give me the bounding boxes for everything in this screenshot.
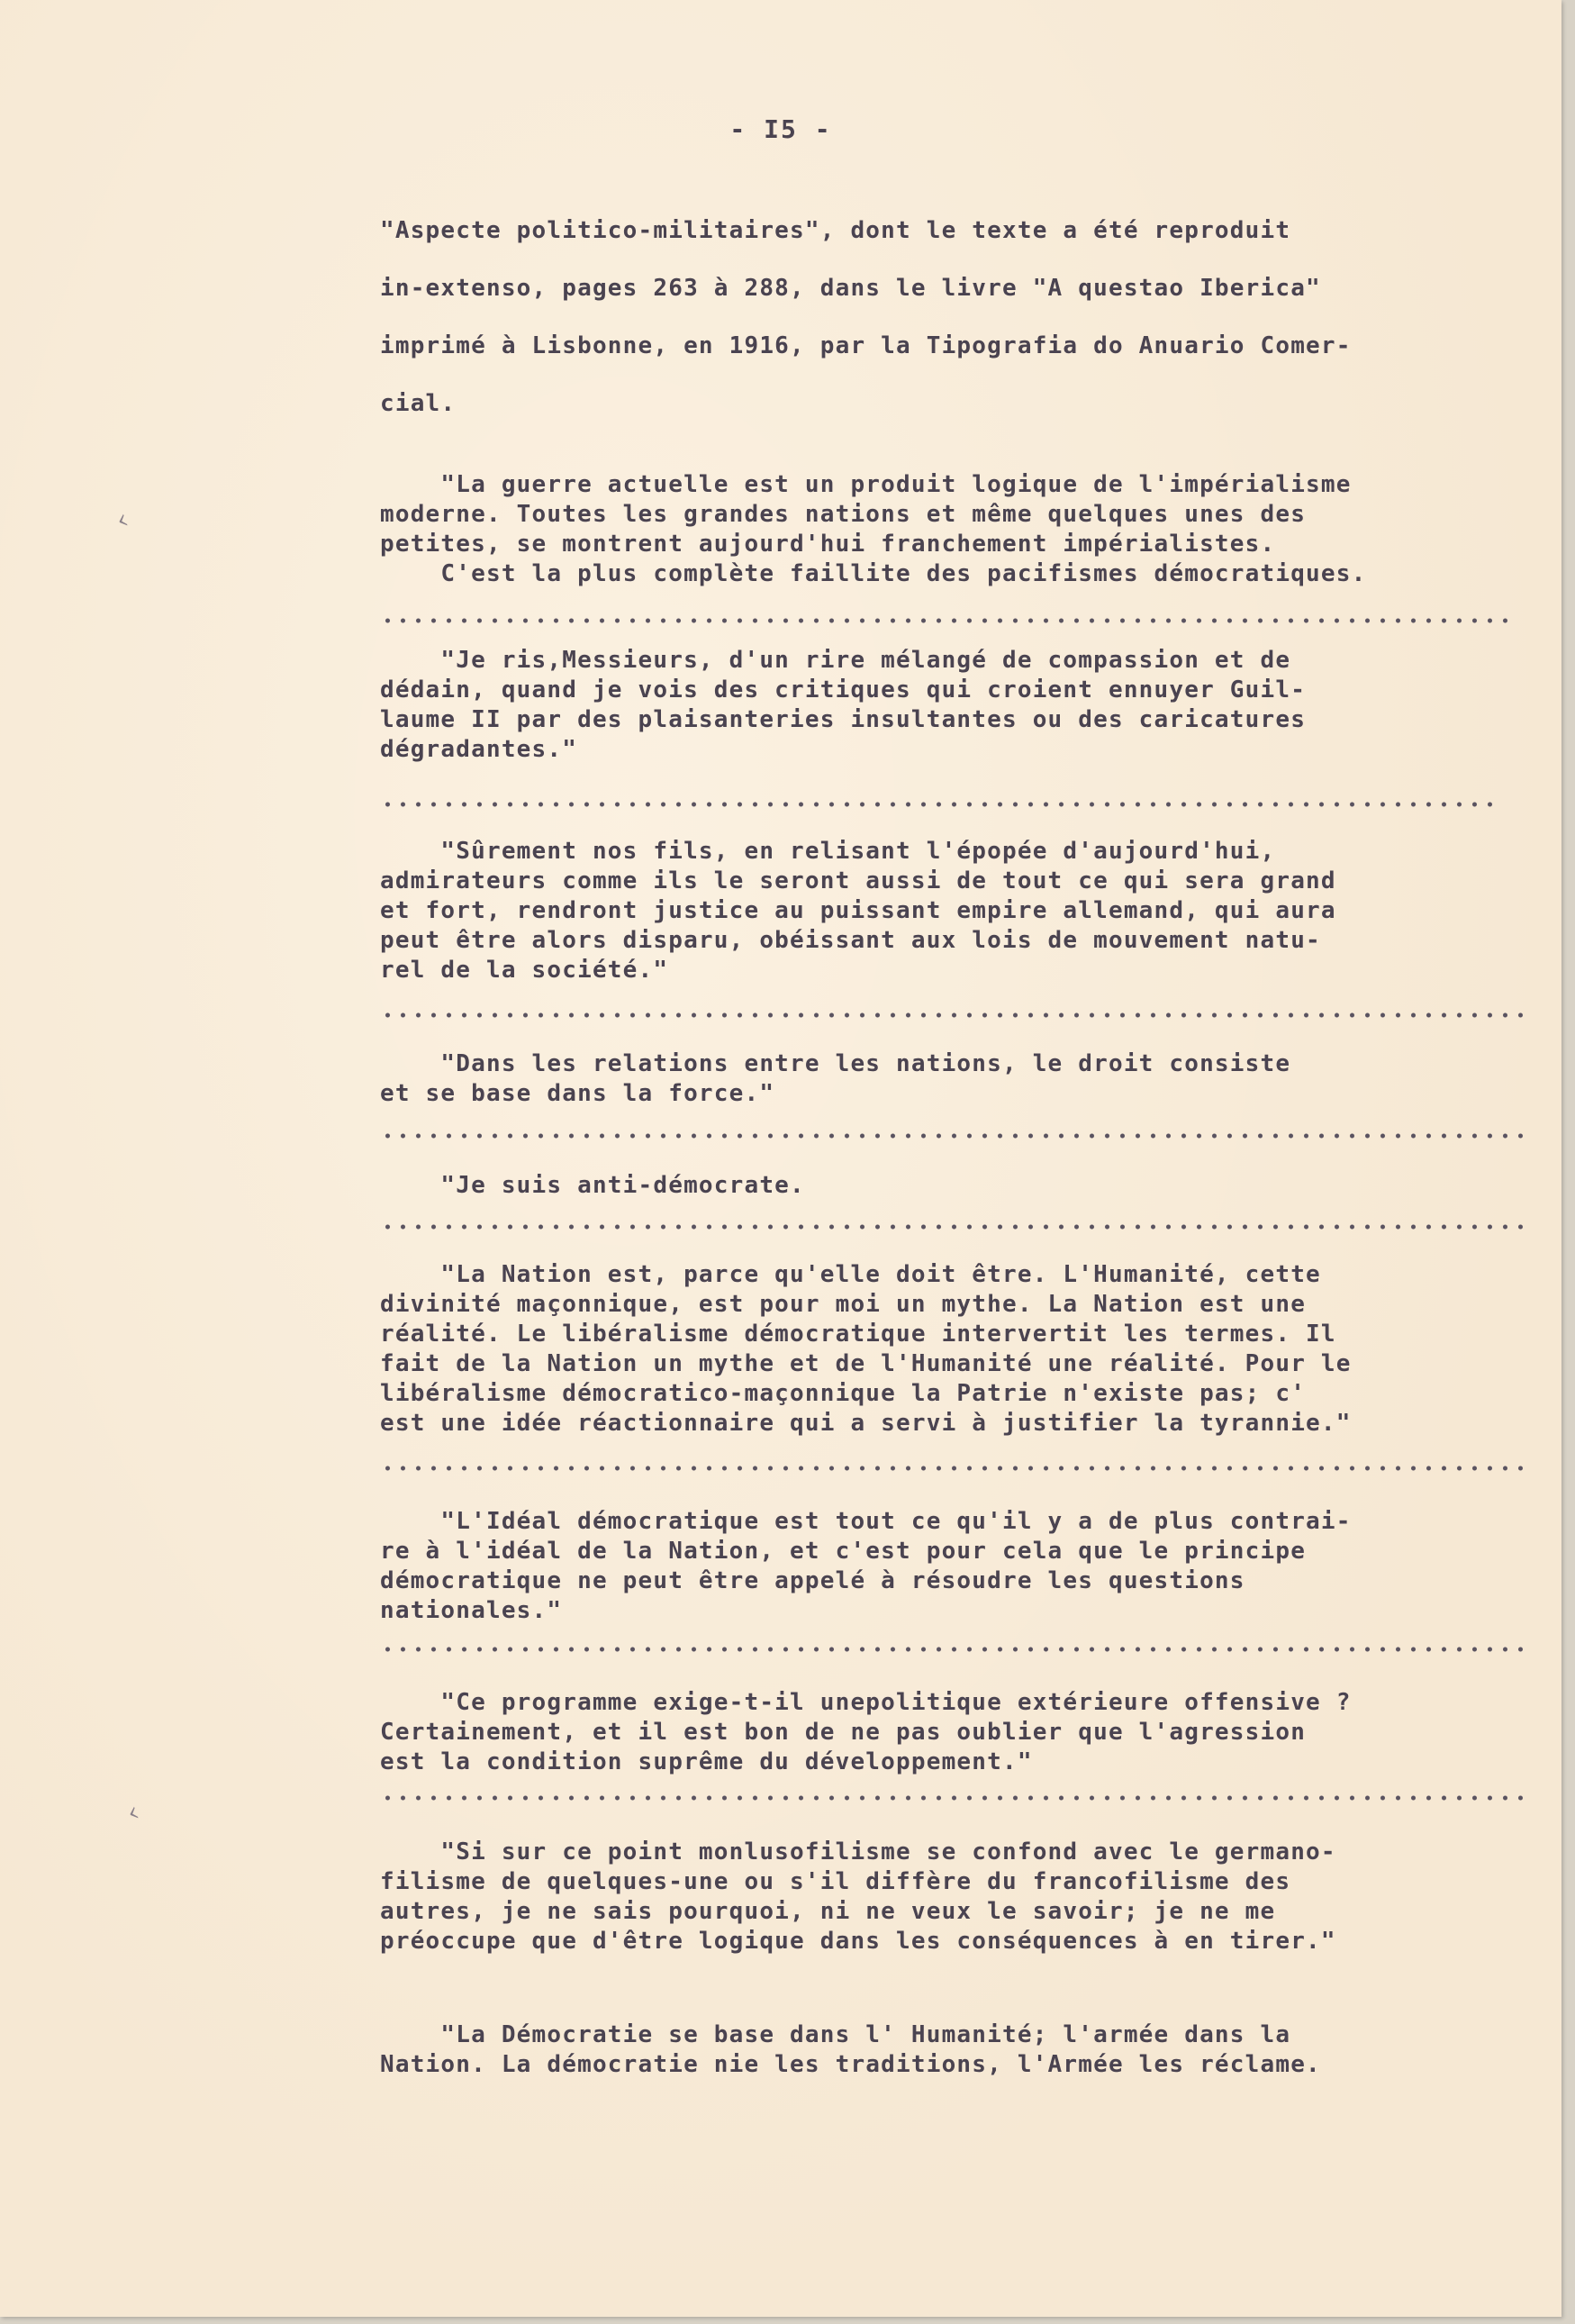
- quote-line: C'est la plus complète faillite des pacifismes démocratiques.: [380, 560, 1367, 587]
- quote-line: rel de la société.": [380, 957, 669, 984]
- quote-line: "La Nation est, parce qu'elle doit être. L'Humanité, cette: [380, 1261, 1321, 1288]
- quote-line: nationales.": [380, 1597, 563, 1624]
- quote-line: dégradantes.": [380, 736, 578, 763]
- quote-line: Nation. La démocratie nie les traditions, l'Armée les réclame.: [380, 2051, 1321, 2078]
- dotted-separator: [380, 1221, 1524, 1232]
- intro-line: "Aspecte politico-militaires", dont le texte a été reproduit: [380, 217, 1291, 244]
- page-number: - I5 -: [729, 114, 832, 144]
- quote-line: et se base dans la force.": [380, 1080, 775, 1107]
- quote-line: "La Démocratie se base dans l' Humanité; l'armée dans la: [380, 2021, 1291, 2048]
- quote-line: "Ce programme exige-t-il unepolitique extérieure offensive ?: [380, 1689, 1352, 1716]
- dotted-separator: [380, 1793, 1524, 1803]
- quote-line: autres, je ne sais pourquoi, ni ne veux le savoir; je ne me: [380, 1898, 1276, 1925]
- intro-line: in-extenso, pages 263 à 288, dans le livre "A questao Iberica": [380, 275, 1321, 302]
- dotted-separator: [380, 1010, 1524, 1021]
- quote-line: divinité maçonnique, est pour moi un mythe. La Nation est une: [380, 1291, 1307, 1318]
- margin-pencil-mark: ‹: [112, 504, 133, 537]
- dotted-separator: [380, 615, 1510, 626]
- quote-line: filisme de quelques-une ou s'il diffère du francofilisme des: [380, 1868, 1291, 1895]
- quote-line: "Je ris,Messieurs, d'un rire mélangé de compassion et de: [380, 647, 1291, 674]
- quote-line: démocratique ne peut être appelé à résoudre les questions: [380, 1567, 1245, 1594]
- quote-line: "Dans les relations entre les nations, le droit consiste: [380, 1050, 1291, 1077]
- quote-line: "Sûrement nos fils, en relisant l'épopée d'aujourd'hui,: [380, 838, 1276, 865]
- quote-line: réalité. Le libéralisme démocratique intervertit les termes. Il: [380, 1321, 1336, 1348]
- dotted-separator: [380, 1463, 1524, 1474]
- dotted-separator: [380, 799, 1497, 810]
- quote-line: peut être alors disparu, obéissant aux lois de mouvement natu-: [380, 927, 1321, 954]
- quote-line: et fort, rendront justice au puissant empire allemand, qui aura: [380, 897, 1336, 924]
- quote-line: est une idée réactionnaire qui a servi à justifier la tyrannie.": [380, 1410, 1352, 1437]
- quote-line: laume II par des plaisanteries insultantes ou des caricatures: [380, 706, 1307, 733]
- margin-pencil-mark: ‹: [122, 1796, 144, 1829]
- intro-line: imprimé à Lisbonne, en 1916, par la Tipografia do Anuario Comer-: [380, 332, 1352, 359]
- quote-line: Certainement, et il est bon de ne pas oublier que l'agression: [380, 1719, 1307, 1746]
- dotted-separator: [380, 1644, 1524, 1655]
- quote-line: "La guerre actuelle est un produit logique de l'impérialisme: [380, 471, 1352, 498]
- quote-line: fait de la Nation un mythe et de l'Humanité une réalité. Pour le: [380, 1350, 1352, 1377]
- quote-line: "L'Idéal démocratique est tout ce qu'il y a de plus contrai-: [380, 1508, 1352, 1535]
- quote-line: préoccupe que d'être logique dans les conséquences à en tirer.": [380, 1928, 1336, 1955]
- quote-line: dédain, quand je vois des critiques qui croient ennuyer Guil-: [380, 676, 1307, 704]
- intro-line: cial.: [380, 390, 457, 417]
- dotted-separator: [380, 1130, 1524, 1141]
- quote-line: "Si sur ce point monlusofilisme se confond avec le germano-: [380, 1838, 1336, 1866]
- quote-line: est la condition suprême du développement.": [380, 1748, 1033, 1775]
- quote-line: moderne. Toutes les grandes nations et même quelques unes des: [380, 501, 1307, 528]
- quote-line: libéralisme démocratico-maçonnique la Patrie n'existe pas; c': [380, 1380, 1307, 1407]
- quote-line: admirateurs comme ils le seront aussi de tout ce qui sera grand: [380, 867, 1336, 894]
- quote-line: re à l'idéal de la Nation, et c'est pour cela que le principe: [380, 1538, 1307, 1565]
- quote-line: "Je suis anti-démocrate.: [380, 1172, 805, 1199]
- quote-line: petites, se montrent aujourd'hui franchement impérialistes.: [380, 531, 1276, 558]
